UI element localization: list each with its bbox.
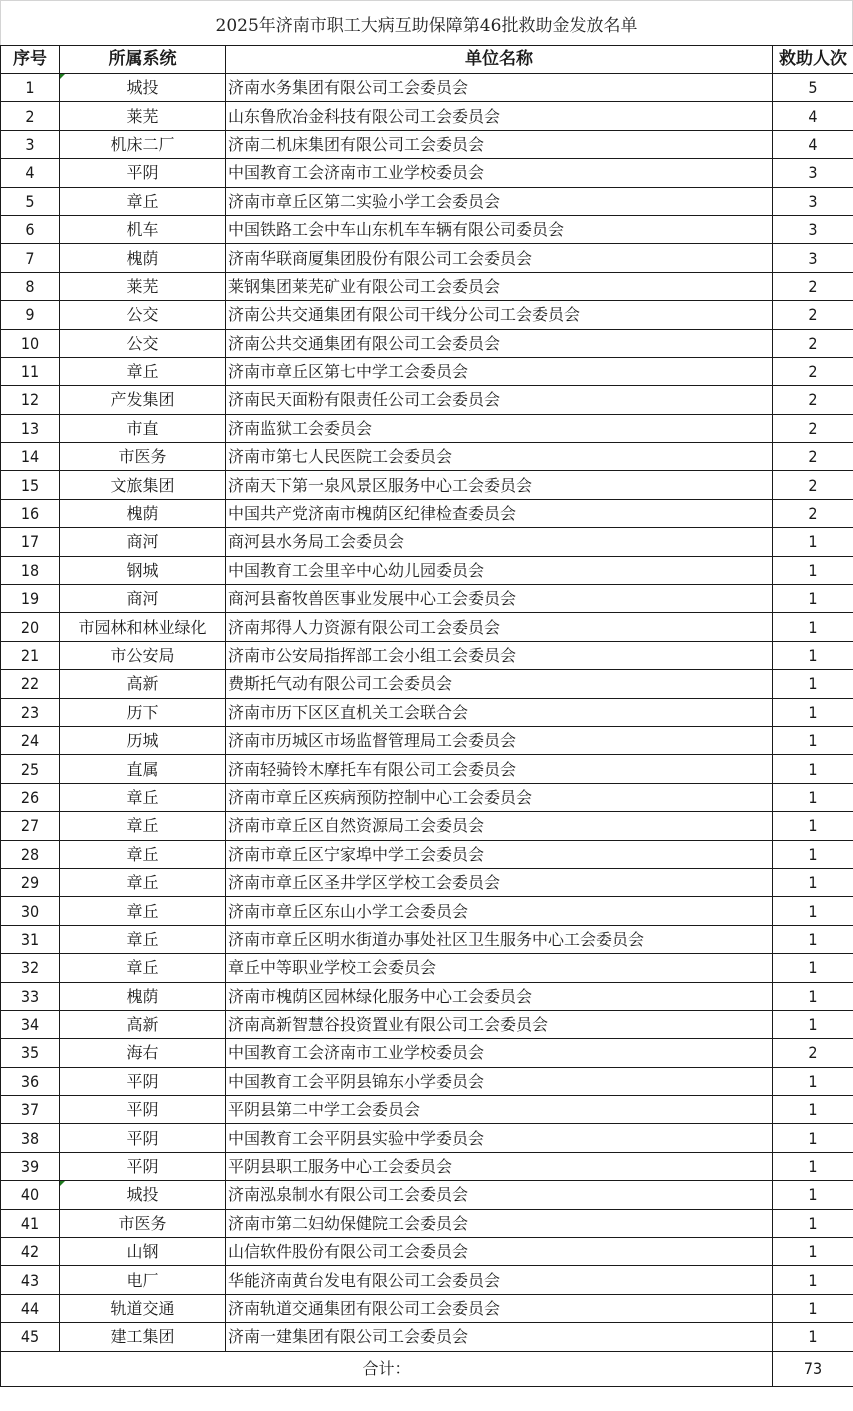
system-cell[interactable]: 章丘 bbox=[60, 812, 226, 840]
relief-count-cell[interactable]: 1 bbox=[773, 670, 853, 698]
row-number-cell[interactable]: 30 bbox=[1, 897, 60, 925]
table-row bbox=[1, 130, 853, 158]
document-title[interactable]: 2025年济南市职工大病互助保障第46批救助金发放名单 bbox=[0, 0, 853, 45]
system-cell[interactable]: 商河 bbox=[60, 528, 226, 556]
unit-name-cell[interactable]: 中国教育工会济南市工业学校委员会 bbox=[226, 1039, 773, 1067]
system-cell[interactable]: 平阴 bbox=[60, 1096, 226, 1124]
system-cell[interactable]: 海右 bbox=[60, 1039, 226, 1067]
row-number-cell[interactable]: 9 bbox=[1, 301, 60, 329]
row-number-cell[interactable]: 34 bbox=[1, 1010, 60, 1038]
unit-name-cell[interactable]: 济南市章丘区第二实验小学工会委员会 bbox=[226, 187, 773, 215]
relief-count-cell[interactable]: 2 bbox=[773, 499, 853, 527]
header-system[interactable]: 所属系统 bbox=[60, 46, 226, 74]
unit-name-cell[interactable]: 济南二机床集团有限公司工会委员会 bbox=[226, 130, 773, 158]
relief-count-cell[interactable]: 2 bbox=[773, 301, 853, 329]
row-number-cell[interactable]: 33 bbox=[1, 982, 60, 1010]
unit-name-cell[interactable]: 济南泓泉制水有限公司工会委员会 bbox=[226, 1181, 773, 1209]
relief-count-cell[interactable]: 1 bbox=[773, 840, 853, 868]
relief-count-cell[interactable]: 5 bbox=[773, 74, 853, 102]
system-cell[interactable]: 高新 bbox=[60, 670, 226, 698]
table-row bbox=[1, 1096, 853, 1124]
relief-count-cell[interactable]: 1 bbox=[773, 925, 853, 953]
unit-name-cell[interactable]: 济南市章丘区圣井学区学校工会委员会 bbox=[226, 868, 773, 896]
table-row bbox=[1, 357, 853, 385]
header-row bbox=[1, 46, 853, 74]
system-cell[interactable]: 平阴 bbox=[60, 1152, 226, 1180]
system-cell[interactable]: 平阴 bbox=[60, 1067, 226, 1095]
unit-name-cell[interactable]: 济南公共交通集团有限公司工会委员会 bbox=[226, 329, 773, 357]
table-row bbox=[1, 670, 853, 698]
system-cell[interactable]: 文旅集团 bbox=[60, 471, 226, 499]
system-cell[interactable]: 槐荫 bbox=[60, 982, 226, 1010]
system-cell[interactable]: 历下 bbox=[60, 698, 226, 726]
row-number-cell[interactable]: 35 bbox=[1, 1039, 60, 1067]
relief-count-cell[interactable]: 1 bbox=[773, 1323, 853, 1351]
system-cell[interactable]: 机床二厂 bbox=[60, 130, 226, 158]
relief-count-cell[interactable]: 1 bbox=[773, 1181, 853, 1209]
row-number-cell[interactable]: 45 bbox=[1, 1323, 60, 1351]
relief-count-cell[interactable]: 1 bbox=[773, 1266, 853, 1294]
row-number-cell[interactable]: 11 bbox=[1, 357, 60, 385]
system-cell[interactable]: 山钢 bbox=[60, 1238, 226, 1266]
row-number-cell[interactable]: 31 bbox=[1, 925, 60, 953]
relief-count-cell[interactable]: 4 bbox=[773, 102, 853, 130]
table-row bbox=[1, 613, 853, 641]
unit-name-cell[interactable]: 商河县畜牧兽医事业发展中心工会委员会 bbox=[226, 585, 773, 613]
table-row bbox=[1, 585, 853, 613]
row-number-cell[interactable]: 37 bbox=[1, 1096, 60, 1124]
unit-name-cell[interactable]: 济南市章丘区第七中学工会委员会 bbox=[226, 357, 773, 385]
header-no[interactable]: 序号 bbox=[1, 46, 60, 74]
relief-count-cell[interactable]: 1 bbox=[773, 613, 853, 641]
row-number-cell[interactable]: 18 bbox=[1, 556, 60, 584]
relief-count-cell[interactable]: 1 bbox=[773, 1067, 853, 1095]
unit-name-cell[interactable]: 济南市槐荫区园林绿化服务中心工会委员会 bbox=[226, 982, 773, 1010]
relief-count-cell[interactable]: 1 bbox=[773, 755, 853, 783]
system-cell[interactable]: 产发集团 bbox=[60, 386, 226, 414]
row-number-cell[interactable]: 2 bbox=[1, 102, 60, 130]
unit-name-cell[interactable]: 商河县水务局工会委员会 bbox=[226, 528, 773, 556]
row-number-cell[interactable]: 3 bbox=[1, 130, 60, 158]
relief-count-cell[interactable]: 1 bbox=[773, 556, 853, 584]
row-number-cell[interactable]: 15 bbox=[1, 471, 60, 499]
row-number-cell[interactable]: 38 bbox=[1, 1124, 60, 1152]
table-row bbox=[1, 783, 853, 811]
system-cell[interactable]: 市公安局 bbox=[60, 641, 226, 669]
system-cell[interactable]: 市直 bbox=[60, 414, 226, 442]
relief-count-cell[interactable]: 1 bbox=[773, 528, 853, 556]
table-row bbox=[1, 301, 853, 329]
table-row bbox=[1, 698, 853, 726]
relief-count-cell[interactable]: 1 bbox=[773, 897, 853, 925]
relief-count-cell[interactable]: 1 bbox=[773, 982, 853, 1010]
table-row bbox=[1, 471, 853, 499]
system-cell[interactable]: 市医务 bbox=[60, 443, 226, 471]
table-row bbox=[1, 414, 853, 442]
row-number-cell[interactable]: 7 bbox=[1, 244, 60, 272]
row-number-cell[interactable]: 20 bbox=[1, 613, 60, 641]
relief-count-cell[interactable]: 2 bbox=[773, 414, 853, 442]
system-cell[interactable]: 直属 bbox=[60, 755, 226, 783]
table-row bbox=[1, 1294, 853, 1322]
system-cell[interactable]: 章丘 bbox=[60, 954, 226, 982]
system-cell[interactable]: 市园林和林业绿化 bbox=[60, 613, 226, 641]
unit-name-cell[interactable]: 中国教育工会平阴县锦东小学委员会 bbox=[226, 1067, 773, 1095]
relief-count-cell[interactable]: 1 bbox=[773, 641, 853, 669]
system-cell[interactable]: 建工集团 bbox=[60, 1323, 226, 1351]
system-cell[interactable]: 章丘 bbox=[60, 187, 226, 215]
unit-name-cell[interactable]: 中国铁路工会中车山东机车车辆有限公司委员会 bbox=[226, 215, 773, 243]
system-cell[interactable]: 章丘 bbox=[60, 897, 226, 925]
row-number-cell[interactable]: 27 bbox=[1, 812, 60, 840]
system-cell[interactable]: 公交 bbox=[60, 301, 226, 329]
system-cell[interactable]: 槐荫 bbox=[60, 244, 226, 272]
row-number-cell[interactable]: 14 bbox=[1, 443, 60, 471]
row-number-cell[interactable]: 40 bbox=[1, 1181, 60, 1209]
system-cell[interactable]: 城投 bbox=[60, 1181, 226, 1209]
system-cell[interactable]: 平阴 bbox=[60, 159, 226, 187]
relief-count-cell[interactable]: 1 bbox=[773, 1096, 853, 1124]
row-number-cell[interactable]: 28 bbox=[1, 840, 60, 868]
table-row bbox=[1, 1067, 853, 1095]
row-number-cell[interactable]: 43 bbox=[1, 1266, 60, 1294]
row-number-cell[interactable]: 8 bbox=[1, 272, 60, 300]
relief-count-cell[interactable]: 1 bbox=[773, 1124, 853, 1152]
row-number-cell[interactable]: 5 bbox=[1, 187, 60, 215]
table-row bbox=[1, 1039, 853, 1067]
unit-name-cell[interactable]: 济南民天面粉有限责任公司工会委员会 bbox=[226, 386, 773, 414]
table-row bbox=[1, 812, 853, 840]
relief-count-cell[interactable]: 3 bbox=[773, 244, 853, 272]
unit-name-cell[interactable]: 济南邦得人力资源有限公司工会委员会 bbox=[226, 613, 773, 641]
table-row bbox=[1, 868, 853, 896]
unit-name-cell[interactable]: 济南市公安局指挥部工会小组工会委员会 bbox=[226, 641, 773, 669]
system-cell[interactable]: 槐荫 bbox=[60, 499, 226, 527]
unit-name-cell[interactable]: 济南市章丘区宁家埠中学工会委员会 bbox=[226, 840, 773, 868]
relief-count-cell[interactable]: 1 bbox=[773, 1209, 853, 1237]
system-cell[interactable]: 机车 bbox=[60, 215, 226, 243]
unit-name-cell[interactable]: 济南市历下区区直机关工会联合会 bbox=[226, 698, 773, 726]
relief-count-cell[interactable]: 3 bbox=[773, 159, 853, 187]
table-row bbox=[1, 897, 853, 925]
system-cell[interactable]: 轨道交通 bbox=[60, 1294, 226, 1322]
unit-name-cell[interactable]: 济南华联商厦集团股份有限公司工会委员会 bbox=[226, 244, 773, 272]
system-cell[interactable]: 钢城 bbox=[60, 556, 226, 584]
unit-name-cell[interactable]: 中国教育工会平阴县实验中学委员会 bbox=[226, 1124, 773, 1152]
unit-name-cell[interactable]: 济南市章丘区自然资源局工会委员会 bbox=[226, 812, 773, 840]
row-number-cell[interactable]: 25 bbox=[1, 755, 60, 783]
row-number-cell[interactable]: 21 bbox=[1, 641, 60, 669]
relief-list-table bbox=[0, 45, 853, 1387]
relief-count-cell[interactable]: 1 bbox=[773, 954, 853, 982]
unit-name-cell[interactable]: 济南市历城区市场监督管理局工会委员会 bbox=[226, 726, 773, 754]
unit-name-cell[interactable]: 中国教育工会济南市工业学校委员会 bbox=[226, 159, 773, 187]
row-number-cell[interactable]: 39 bbox=[1, 1152, 60, 1180]
table-row bbox=[1, 187, 853, 215]
unit-name-cell[interactable]: 济南监狱工会委员会 bbox=[226, 414, 773, 442]
table-row bbox=[1, 641, 853, 669]
unit-name-cell[interactable]: 章丘中等职业学校工会委员会 bbox=[226, 954, 773, 982]
relief-count-cell[interactable]: 1 bbox=[773, 783, 853, 811]
header-count[interactable]: 救助人次 bbox=[773, 46, 853, 74]
row-number-cell[interactable]: 4 bbox=[1, 159, 60, 187]
system-cell[interactable]: 公交 bbox=[60, 329, 226, 357]
row-number-cell[interactable]: 32 bbox=[1, 954, 60, 982]
unit-name-cell[interactable]: 费斯托气动有限公司工会委员会 bbox=[226, 670, 773, 698]
table-row bbox=[1, 215, 853, 243]
relief-count-cell[interactable]: 1 bbox=[773, 1010, 853, 1038]
row-number-cell[interactable]: 44 bbox=[1, 1294, 60, 1322]
unit-name-cell[interactable]: 中国教育工会里辛中心幼儿园委员会 bbox=[226, 556, 773, 584]
row-number-cell[interactable]: 42 bbox=[1, 1238, 60, 1266]
relief-count-cell[interactable]: 2 bbox=[773, 1039, 853, 1067]
system-cell[interactable]: 莱芜 bbox=[60, 102, 226, 130]
table-row bbox=[1, 443, 853, 471]
table-row bbox=[1, 1238, 853, 1266]
table-row bbox=[1, 244, 853, 272]
relief-count-cell[interactable]: 1 bbox=[773, 726, 853, 754]
table-row bbox=[1, 1010, 853, 1038]
unit-name-cell[interactable]: 济南轨道交通集团有限公司工会委员会 bbox=[226, 1294, 773, 1322]
relief-count-cell[interactable]: 2 bbox=[773, 357, 853, 385]
unit-name-cell[interactable]: 平阴县职工服务中心工会委员会 bbox=[226, 1152, 773, 1180]
relief-count-cell[interactable]: 1 bbox=[773, 1238, 853, 1266]
system-cell[interactable]: 莱芜 bbox=[60, 272, 226, 300]
row-number-cell[interactable]: 1 bbox=[1, 74, 60, 102]
relief-count-cell[interactable]: 2 bbox=[773, 329, 853, 357]
system-cell[interactable]: 平阴 bbox=[60, 1124, 226, 1152]
unit-name-cell[interactable]: 济南市第七人民医院工会委员会 bbox=[226, 443, 773, 471]
table-row bbox=[1, 1124, 853, 1152]
table-row bbox=[1, 1181, 853, 1209]
table-row bbox=[1, 74, 853, 102]
table-row bbox=[1, 102, 853, 130]
table-row bbox=[1, 840, 853, 868]
table-row bbox=[1, 159, 853, 187]
relief-count-cell[interactable]: 2 bbox=[773, 272, 853, 300]
relief-count-cell[interactable]: 2 bbox=[773, 471, 853, 499]
header-unit[interactable]: 单位名称 bbox=[226, 46, 773, 74]
unit-name-cell[interactable]: 山信软件股份有限公司工会委员会 bbox=[226, 1238, 773, 1266]
relief-count-cell[interactable]: 4 bbox=[773, 130, 853, 158]
system-cell[interactable]: 章丘 bbox=[60, 840, 226, 868]
table-row bbox=[1, 499, 853, 527]
system-cell[interactable]: 历城 bbox=[60, 726, 226, 754]
unit-name-cell[interactable]: 中国共产党济南市槐荫区纪律检查委员会 bbox=[226, 499, 773, 527]
row-number-cell[interactable]: 26 bbox=[1, 783, 60, 811]
row-number-cell[interactable]: 13 bbox=[1, 414, 60, 442]
system-cell[interactable]: 城投 bbox=[60, 74, 226, 102]
unit-name-cell[interactable]: 济南一建集团有限公司工会委员会 bbox=[226, 1323, 773, 1351]
unit-name-cell[interactable]: 济南天下第一泉风景区服务中心工会委员会 bbox=[226, 471, 773, 499]
unit-name-cell[interactable]: 济南公共交通集团有限公司干线分公司工会委员会 bbox=[226, 301, 773, 329]
unit-name-cell[interactable]: 济南高新智慧谷投资置业有限公司工会委员会 bbox=[226, 1010, 773, 1038]
unit-name-cell[interactable]: 济南市章丘区疾病预防控制中心工会委员会 bbox=[226, 783, 773, 811]
row-number-cell[interactable]: 16 bbox=[1, 499, 60, 527]
total-row bbox=[1, 1351, 853, 1386]
row-number-cell[interactable]: 12 bbox=[1, 386, 60, 414]
row-number-cell[interactable]: 6 bbox=[1, 215, 60, 243]
unit-name-cell[interactable]: 华能济南黄台发电有限公司工会委员会 bbox=[226, 1266, 773, 1294]
system-cell[interactable]: 章丘 bbox=[60, 783, 226, 811]
system-cell[interactable]: 章丘 bbox=[60, 868, 226, 896]
total-count[interactable]: 73 bbox=[773, 1351, 853, 1386]
row-number-cell[interactable]: 36 bbox=[1, 1067, 60, 1095]
table-body bbox=[1, 74, 853, 1352]
table-row bbox=[1, 925, 853, 953]
relief-count-cell[interactable]: 1 bbox=[773, 812, 853, 840]
relief-count-cell[interactable]: 1 bbox=[773, 585, 853, 613]
unit-name-cell[interactable]: 济南水务集团有限公司工会委员会 bbox=[226, 74, 773, 102]
system-cell[interactable]: 市医务 bbox=[60, 1209, 226, 1237]
system-cell[interactable]: 章丘 bbox=[60, 925, 226, 953]
table-row bbox=[1, 556, 853, 584]
row-number-cell[interactable]: 29 bbox=[1, 868, 60, 896]
table-row bbox=[1, 1323, 853, 1351]
relief-count-cell[interactable]: 3 bbox=[773, 215, 853, 243]
table-row bbox=[1, 982, 853, 1010]
relief-count-cell[interactable]: 1 bbox=[773, 1152, 853, 1180]
table-row bbox=[1, 329, 853, 357]
system-cell[interactable]: 电厂 bbox=[60, 1266, 226, 1294]
table-row bbox=[1, 954, 853, 982]
row-number-cell[interactable]: 24 bbox=[1, 726, 60, 754]
table-row bbox=[1, 272, 853, 300]
row-number-cell[interactable]: 10 bbox=[1, 329, 60, 357]
unit-name-cell[interactable]: 平阴县第二中学工会委员会 bbox=[226, 1096, 773, 1124]
row-number-cell[interactable]: 19 bbox=[1, 585, 60, 613]
unit-name-cell[interactable]: 莱钢集团莱芜矿业有限公司工会委员会 bbox=[226, 272, 773, 300]
table-row bbox=[1, 755, 853, 783]
table-row bbox=[1, 528, 853, 556]
relief-count-cell[interactable]: 3 bbox=[773, 187, 853, 215]
relief-count-cell[interactable]: 1 bbox=[773, 1294, 853, 1322]
row-number-cell[interactable]: 23 bbox=[1, 698, 60, 726]
system-cell[interactable]: 章丘 bbox=[60, 357, 226, 385]
unit-name-cell[interactable]: 济南市第二妇幼保健院工会委员会 bbox=[226, 1209, 773, 1237]
unit-name-cell[interactable]: 济南市章丘区明水街道办事处社区卫生服务中心工会委员会 bbox=[226, 925, 773, 953]
row-number-cell[interactable]: 22 bbox=[1, 670, 60, 698]
system-cell[interactable]: 商河 bbox=[60, 585, 226, 613]
relief-count-cell[interactable]: 1 bbox=[773, 868, 853, 896]
unit-name-cell[interactable]: 济南市章丘区东山小学工会委员会 bbox=[226, 897, 773, 925]
relief-count-cell[interactable]: 1 bbox=[773, 698, 853, 726]
relief-count-cell[interactable]: 2 bbox=[773, 386, 853, 414]
table-row bbox=[1, 726, 853, 754]
row-number-cell[interactable]: 17 bbox=[1, 528, 60, 556]
row-number-cell[interactable]: 41 bbox=[1, 1209, 60, 1237]
total-label[interactable]: 合计： bbox=[1, 1351, 773, 1386]
unit-name-cell[interactable]: 济南轻骑铃木摩托车有限公司工会委员会 bbox=[226, 755, 773, 783]
relief-count-cell[interactable]: 2 bbox=[773, 443, 853, 471]
table-row bbox=[1, 1266, 853, 1294]
unit-name-cell[interactable]: 山东鲁欣冶金科技有限公司工会委员会 bbox=[226, 102, 773, 130]
table-row bbox=[1, 386, 853, 414]
table-row bbox=[1, 1152, 853, 1180]
system-cell[interactable]: 高新 bbox=[60, 1010, 226, 1038]
table-row bbox=[1, 1209, 853, 1237]
